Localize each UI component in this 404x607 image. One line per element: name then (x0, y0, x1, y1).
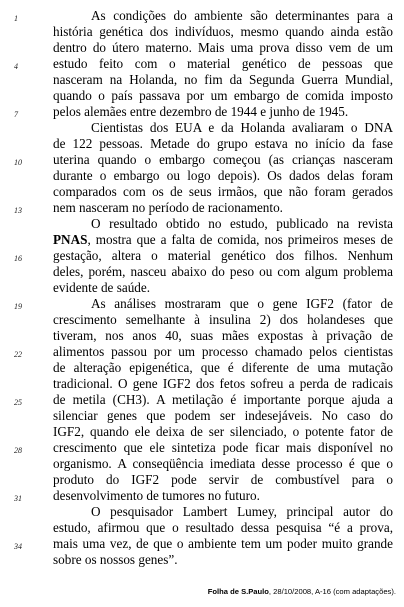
text-line-content: crescimento semelhante à insulina 2) dos holandeses que (53, 312, 393, 327)
text-line-content: IGF2, quando ele deixa de ser silenciado, o potente fator de (53, 424, 393, 439)
line-number: 4 (14, 62, 18, 71)
text-line-content: Cientistas dos EUA e da Holanda avaliaram o DNA (91, 120, 393, 135)
text-line (53, 328, 393, 344)
text-line (53, 408, 393, 424)
text-line (91, 216, 393, 232)
text-line (53, 472, 393, 488)
text-line-content: crescimento que ele sintetiza pode ficar mais disponível no (53, 440, 393, 455)
text-line-content: história genética dos indivíduos, mesmo quando ainda estão (53, 24, 393, 39)
text-line (53, 40, 393, 56)
text-line (53, 152, 393, 168)
text-line-content: evidente de saúde. (53, 280, 151, 295)
text-line (53, 104, 393, 120)
text-line (53, 488, 393, 504)
text-line (53, 312, 393, 328)
text-line-content: O resultado obtido no estudo, publicado na revista (91, 216, 393, 231)
line-number: 25 (14, 398, 22, 407)
text-line (53, 264, 393, 280)
line-number: 34 (14, 542, 22, 551)
text-line-content: tradicional. O gene IGF2 dos fetos sofreu a perda de radicais (53, 376, 393, 391)
text-line-content: estudo, afirmou que o resultado dessa pesquisa “é a prova, (53, 520, 393, 535)
source-name: Folha de S.Paulo (207, 587, 269, 596)
text-line (53, 72, 393, 88)
line-number: 13 (14, 206, 22, 215)
line-number: 28 (14, 446, 22, 455)
text-line-content: nasceram na Holanda, no fim da Segunda Guerra Mundial, (53, 72, 393, 87)
text-line-content: de 122 pessoas. Metade do grupo estava no início da fase (53, 136, 393, 151)
text-line (53, 376, 393, 392)
text-line-content: tiveram, nos anos 40, suas mães expostas à privação de (53, 328, 393, 343)
text-line (53, 520, 393, 536)
text-line-content: durante o embargo ou logo depois). Os dados delas foram (53, 168, 393, 183)
text-line-content: O pesquisador Lambert Lumey, principal autor do (91, 504, 393, 519)
text-line (53, 200, 393, 216)
journal-name: PNAS (53, 232, 88, 247)
text-line-content: alimentos passou por um processo chamado pelos cientistas (53, 344, 393, 359)
text-line-content: mais uma vez, de que o ambiente tem um poder muito grande (53, 536, 393, 551)
text-line (53, 88, 393, 104)
text-line-content: As condições do ambiente são determinantes para a (91, 8, 393, 23)
text-line-content: , mostra que a falta de comida, nos primeiros meses de (87, 232, 393, 247)
text-line (53, 168, 393, 184)
text-line (53, 280, 393, 296)
text-line (53, 456, 393, 472)
text-line (53, 440, 393, 456)
text-line-content: uterina quando o embargo começou (as crianças nasceram (53, 152, 393, 167)
text-line (53, 344, 393, 360)
line-number: 31 (14, 494, 22, 503)
text-line-content: As análises mostraram que o gene IGF2 (fator de (91, 296, 393, 311)
text-line (91, 296, 393, 312)
text-line (91, 120, 393, 136)
line-number: 7 (14, 110, 18, 119)
text-line (53, 360, 393, 376)
text-line (53, 56, 393, 72)
text-line-content: pelos alemães entre dezembro de 1944 e junho de 1945. (53, 104, 349, 119)
text-line (53, 136, 393, 152)
line-number: 19 (14, 302, 22, 311)
text-line-content: sobre os nossos genes”. (53, 552, 178, 567)
text-line-content: comparados com os de seus irmãos, que não foram gerados (53, 184, 393, 199)
text-line (53, 232, 393, 248)
text-line-content: desenvolvimento de tumores no futuro. (53, 488, 260, 503)
line-number: 1 (14, 14, 18, 23)
text-line-content: organismo. A conseqüência imediata desse processo é que o (53, 456, 393, 471)
text-line (53, 424, 393, 440)
text-line-content: nem nasceram no período de racionamento. (53, 200, 283, 215)
text-line (53, 536, 393, 552)
source-citation (208, 587, 396, 597)
text-line-content: deles, porém, nasceu abaixo do peso ou com algum problema (53, 264, 393, 279)
text-line-content: de metila (CH3). A metilação é importante porque ajuda a (53, 392, 393, 407)
text-line-content: quando o país passava por um embargo de comida imposto (53, 88, 393, 103)
text-line-content: estudo feito com o material genético de pessoas que (53, 56, 393, 71)
text-line-content: gestação, altera o material genético dos filhos. Nenhum (53, 248, 393, 263)
text-line (53, 24, 393, 40)
text-line (53, 248, 393, 264)
text-line (53, 392, 393, 408)
line-number: 10 (14, 158, 22, 167)
text-line-content: de alteração epigenética, que é diferente de uma mutação (53, 360, 393, 375)
text-line (91, 8, 393, 24)
line-number: 22 (14, 350, 22, 359)
text-line (53, 184, 393, 200)
text-line-content: silenciar genes que podem ser indesejáveis. No caso do (53, 408, 393, 423)
text-line-content: dentro do útero materno. Mais uma prova disso vem de um (53, 40, 393, 55)
source-details: , 28/10/2008, A-16 (com adaptações). (268, 587, 396, 596)
text-line (91, 504, 393, 520)
text-line-content: produto do IGF2 pode servir de combustível para o (53, 472, 393, 487)
text-line (53, 552, 393, 568)
line-number: 16 (14, 254, 22, 263)
